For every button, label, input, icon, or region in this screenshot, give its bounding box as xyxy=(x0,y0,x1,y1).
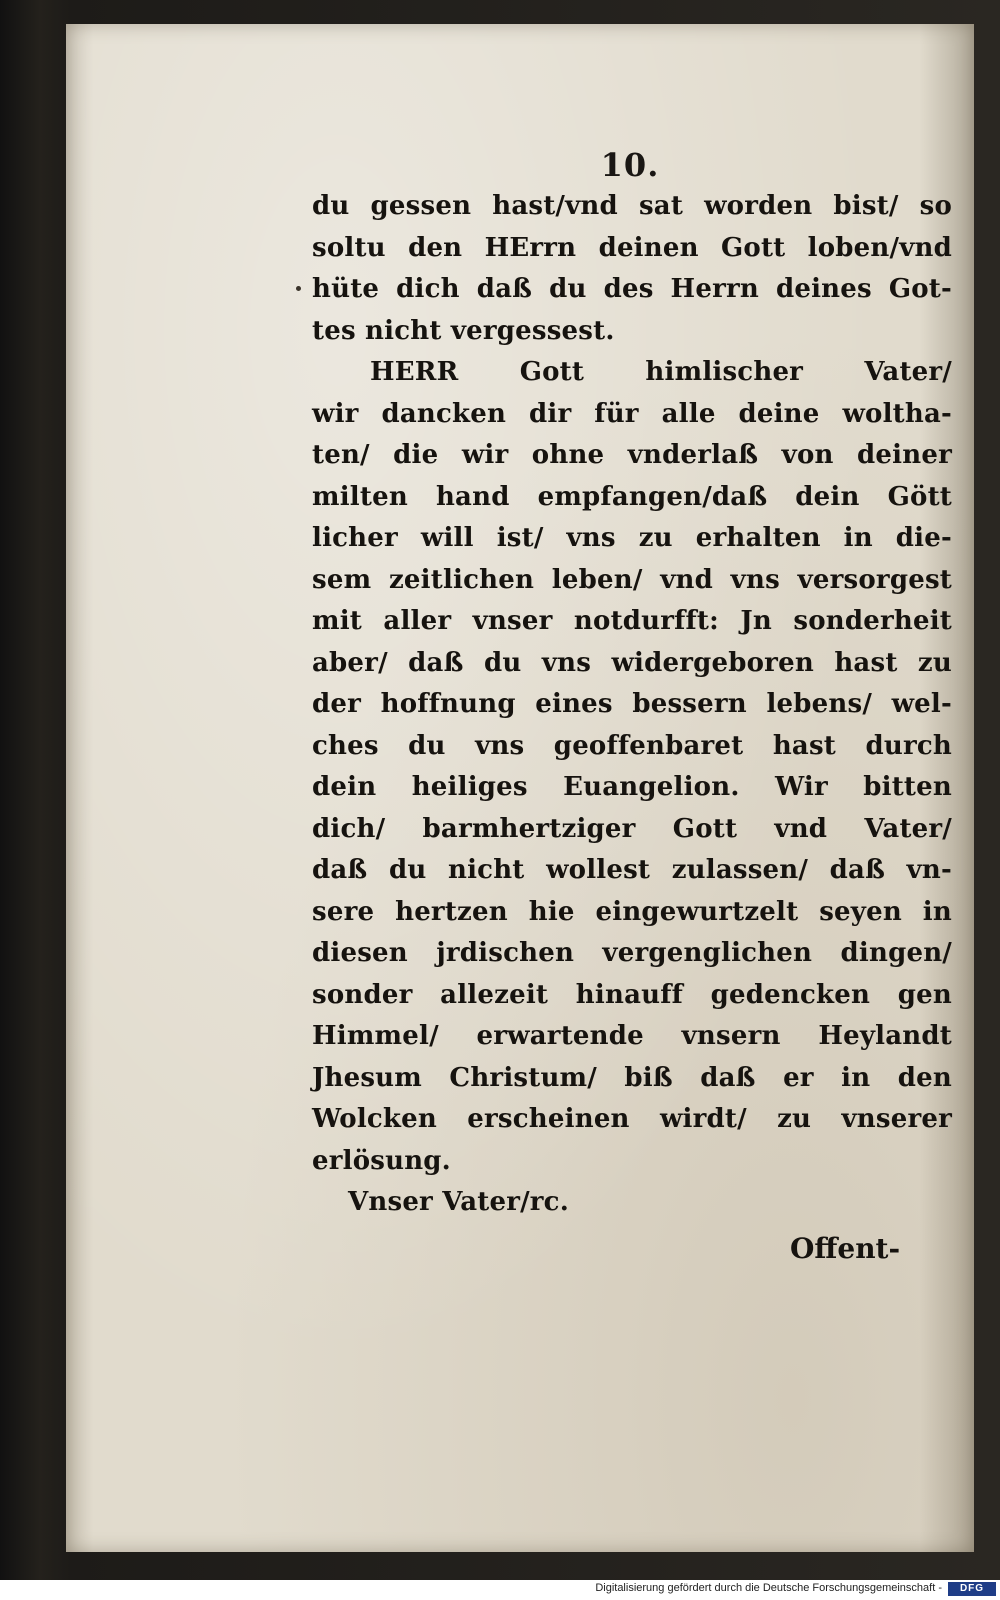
text-line: hüte dich daß du des Herrn deines Got- xyxy=(312,274,952,304)
digitization-credit: Digitalisierung gefördert durch die Deutsche Forschungsgemeinschaft - xyxy=(595,1582,942,1594)
text-line: ten/ die wir ohne vnderlaß von deiner xyxy=(312,440,952,470)
text-line: mit aller vnser notdurfft: Jn sonderheit xyxy=(312,606,952,636)
text-line: tes nicht vergessest. xyxy=(312,315,615,346)
text-line: milten hand empfangen/daß dein Gött xyxy=(312,481,952,512)
text-line: diesen jrdischen vergenglichen dingen/ xyxy=(312,938,952,968)
page-number: 10. xyxy=(600,146,660,184)
text-line: wir dancken dir für alle deine woltha- xyxy=(312,398,952,429)
text-line: licher will ist/ vns zu erhalten in die- xyxy=(312,523,952,553)
text-line: Jhesum Christum/ biß daß er in den xyxy=(312,1062,952,1093)
text-line: dein heiliges Euangelion. Wir bitten xyxy=(312,772,952,802)
catchword: Offent- xyxy=(790,1232,901,1265)
text-line: sonder allezeit hinauff gedencken gen xyxy=(312,979,952,1010)
text-line: du gessen hast/vnd sat worden bist/ so xyxy=(312,191,952,221)
text-line: aber/ daß du vns widergeboren hast zu xyxy=(312,647,952,678)
text-line: Himmel/ erwartende vnsern Heylandt xyxy=(312,1021,952,1051)
text-line: erlösung. xyxy=(312,1145,451,1176)
page-body-text xyxy=(312,186,952,1224)
dfg-logo: DFG xyxy=(948,1582,996,1596)
text-line: daß du nicht wollest zulassen/ daß vn- xyxy=(312,855,952,885)
text-line: sem zeitlichen leben/ vnd vns versorgest xyxy=(312,564,952,595)
lords-prayer-line: Vnser Vater/rc. xyxy=(348,1187,569,1217)
text-line: der hoffnung eines bessern lebens/ wel- xyxy=(312,689,952,719)
text-line: Wolcken erscheinen wirdt/ zu vnserer xyxy=(312,1104,952,1134)
text-line: dich/ barmhertziger Gott vnd Vater/ xyxy=(312,813,952,844)
prayer-heading-line: HERR Gott himlischer Vater/ xyxy=(370,357,952,387)
margin-mark xyxy=(296,286,301,291)
text-line: sere hertzen hie eingewurtzelt seyen in xyxy=(312,896,952,927)
text-line: soltu den HErrn deinen Gott loben/vnd xyxy=(312,232,952,263)
text-line: ches du vns geoffenbaret hast durch xyxy=(312,730,952,761)
